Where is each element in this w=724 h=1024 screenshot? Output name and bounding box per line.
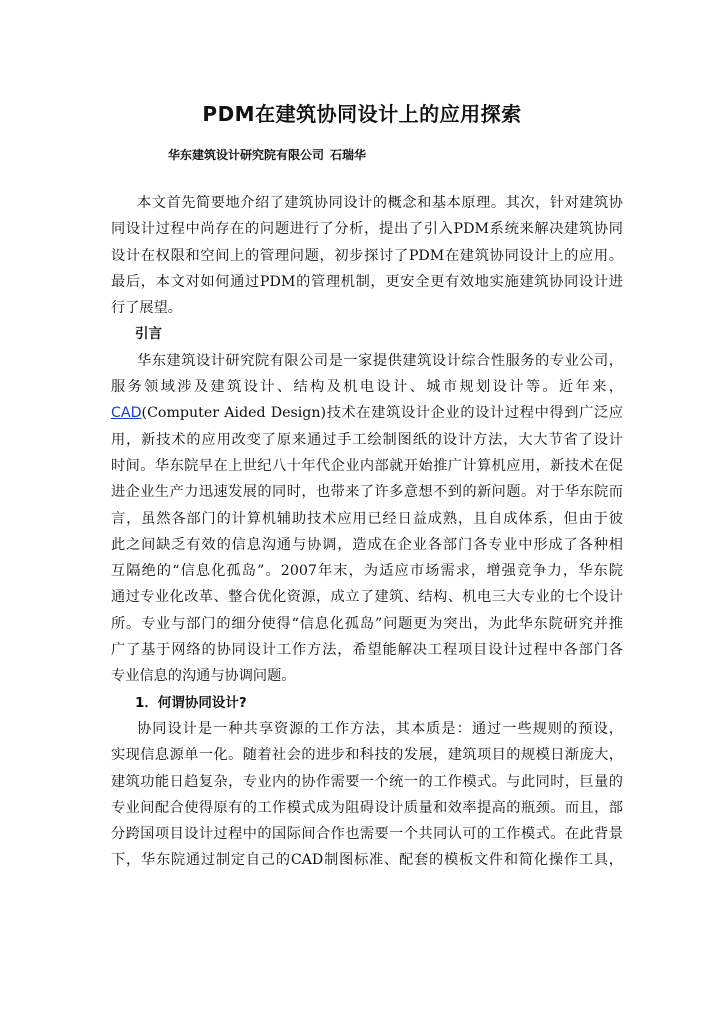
paragraph-line: 协同设计是一种共享资源的工作方法，其本质是：通过一些规则的预设，	[137, 720, 623, 737]
paragraph-line: 建筑功能日趋复杂，专业内的协作需要一个统一的工作模式。与此同时，巨量的	[111, 773, 623, 790]
paragraph-line: 用，新技术的应用改变了原来通过手工绘制图纸的设计方法，大大节省了设计	[111, 431, 623, 448]
section-heading-intro: 引言	[135, 326, 162, 343]
paragraph-line	[111, 400, 623, 426]
paragraph-line: 互隔绝的“信息化孤岛”。2007年末，为适应市场需求，增强竞争力，华东院	[111, 563, 623, 580]
paragraph-line: 进企业生产力迅速发展的同时，也带来了许多意想不到的新问题。对于华东院而	[111, 484, 623, 501]
abstract-line: 同设计过程中尚存在的问题进行了分析，提出了引入PDM系统来解决建筑协同	[111, 221, 623, 238]
paragraph-line: 通过专业化改革、整合优化资源，成立了建筑、结构、机电三大专业的七个设计	[111, 589, 623, 606]
paragraph-line: 华东建筑设计研究院有限公司是一家提供建筑设计综合性服务的专业公司，	[137, 352, 623, 369]
paragraph-line: 下，华东院通过制定自己的CAD制图标准、配套的模板文件和简化操作工具，	[111, 852, 623, 869]
cad-link[interactable]: CAD	[111, 405, 142, 422]
paragraph-line: 广了基于网络的协同设计工作方法，希望能解决工程项目设计过程中各部门各	[111, 642, 623, 659]
abstract-line: 最后，本文对如何通过PDM的管理机制，更安全更有效地实施建筑协同设计进	[111, 273, 623, 290]
author-line	[168, 146, 366, 163]
paragraph-line: 分跨国项目设计过程中的国际间合作也需要一个共同认可的工作模式。在此背景	[111, 826, 623, 843]
author-affiliation: 华东建筑设计研究院有限公司	[168, 148, 325, 162]
abstract-line: 本文首先简要地介绍了建筑协同设计的概念和基本原理。其次，针对建筑协	[137, 195, 623, 211]
abstract-line: 设计在权限和空间上的管理问题，初步探讨了PDM在建筑协同设计上的应用。	[111, 247, 623, 264]
paragraph-line: 时间。华东院早在上世纪八十年代企业内部就开始推广计算机应用，新技术在促	[111, 457, 623, 474]
paragraph-line: 此之间缺乏有效的信息沟通与协调，造成在企业各部门各专业中形成了各种相	[111, 536, 623, 553]
paragraph-line: 专业信息的沟通与协调问题。	[111, 668, 296, 685]
paragraph-line: 所。专业与部门的细分使得“信息化孤岛”问题更为突出，为此华东院研究并推	[111, 615, 623, 632]
author-name: 石瑞华	[330, 148, 367, 162]
abstract-line: 行了展望。	[111, 300, 182, 317]
paragraph-line: 实现信息源单一化。随着社会的进步和科技的发展，建筑项目的规模日渐庞大，	[111, 747, 623, 764]
document-body	[111, 190, 623, 874]
paragraph-line: 专业间配合使得原有的工作模式成为阻碍设计质量和效率提高的瓶颈。而且，部	[111, 799, 623, 816]
cad-line-text: (Computer Aided Design)技术在建筑设计企业的设计过程中得到广泛应	[141, 405, 623, 422]
paragraph-line: 言，虽然各部门的计算机辅助技术应用已经日益成熟，且自成体系，但由于彼	[111, 510, 623, 527]
paragraph-line: 服务领域涉及建筑设计、结构及机电设计、城市规划设计等。近年来，	[111, 379, 623, 396]
section-heading-1: 1．何谓协同设计?	[135, 694, 247, 711]
document-title: PDM在建筑协同设计上的应用探索	[202, 102, 522, 126]
